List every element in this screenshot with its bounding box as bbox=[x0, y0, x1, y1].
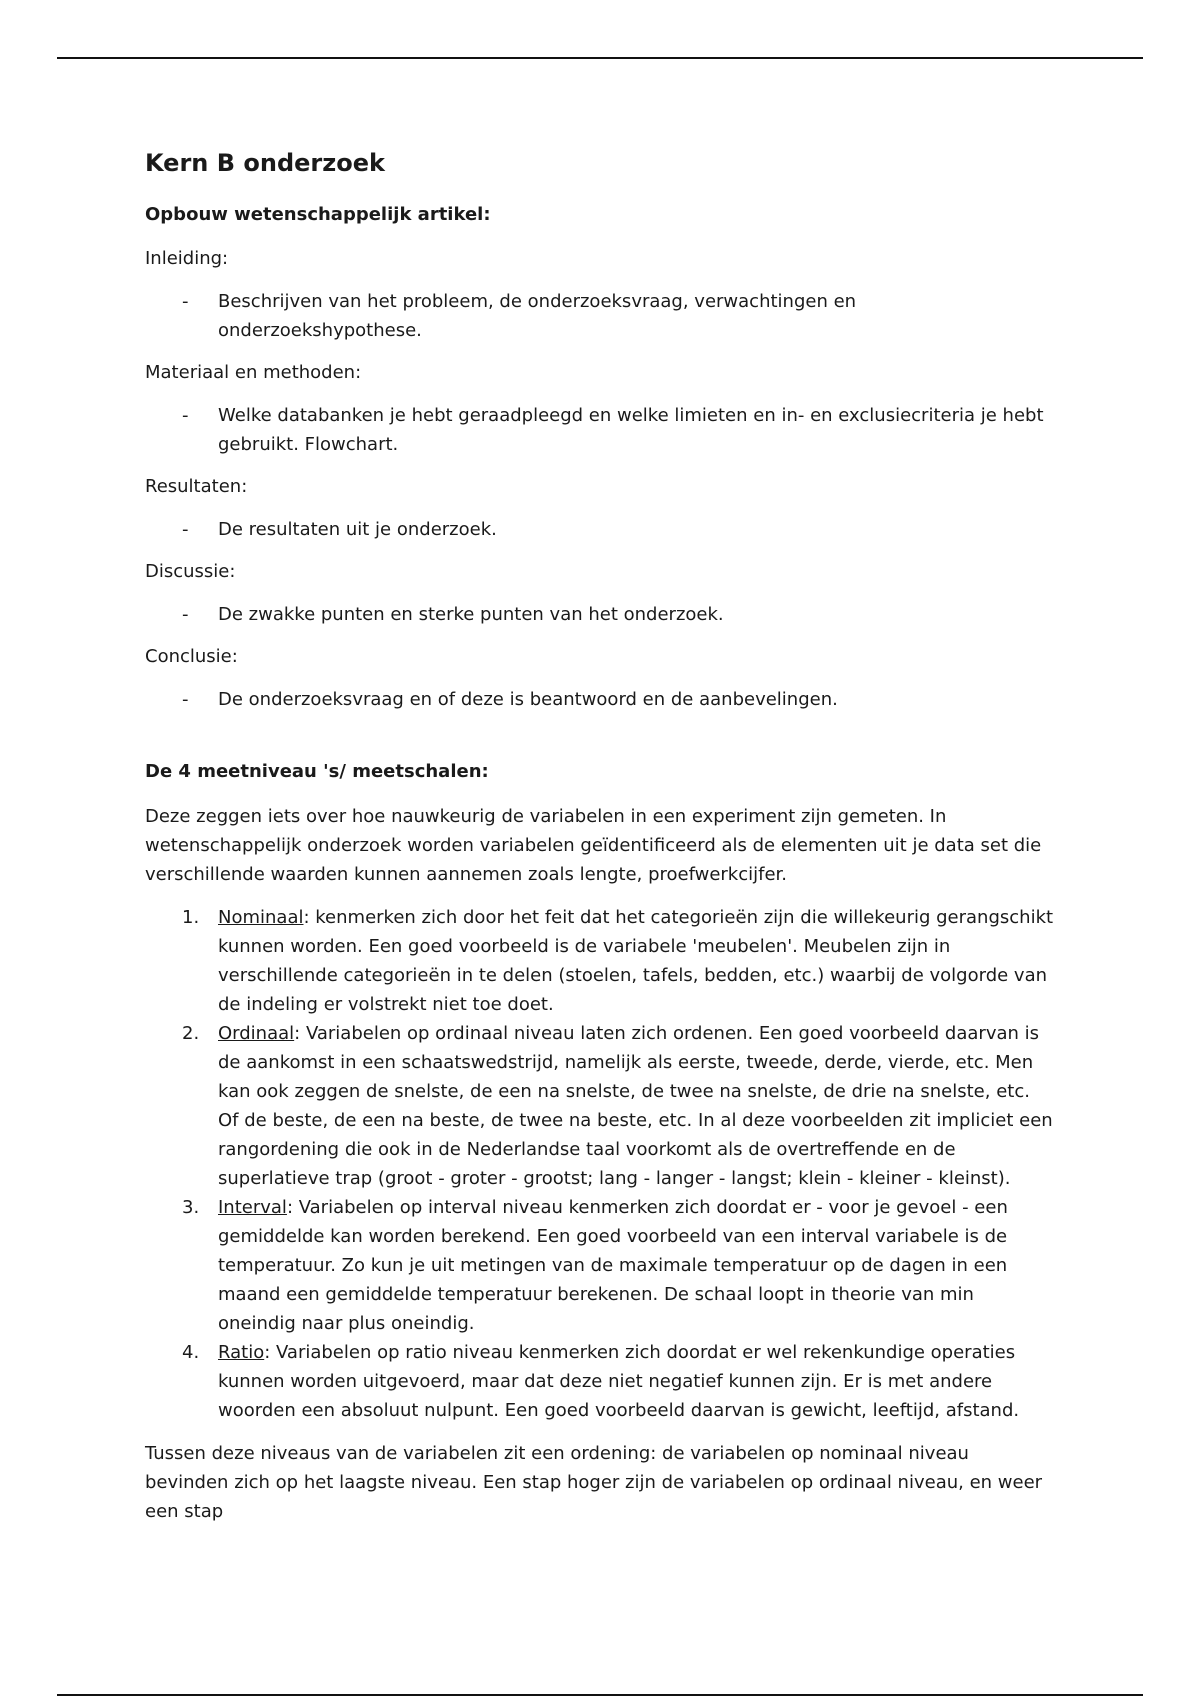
scales-outro: Tussen deze niveaus van de variabelen zit een ordening: de variabelen op nominaal niveau bevinden zich op het laagste niveau. Een stap hoger zijn de variabelen op ordinaal niveau, en weer een stap bbox=[145, 1443, 1043, 1522]
section-list-conclusie bbox=[145, 685, 1055, 714]
list-item: - De onderzoeksvraag en of deze is beantwoord en de aanbevelingen. bbox=[145, 685, 1055, 714]
header-rule bbox=[57, 57, 1143, 59]
list-item: - Welke databanken je hebt geraadpleegd en welke limieten en in- en exclusiecriteria je hebt gebruikt. Flowchart. bbox=[145, 401, 1055, 459]
scale-item-interval bbox=[145, 1193, 1055, 1338]
section-spacer bbox=[145, 728, 1055, 758]
scale-term: Interval bbox=[218, 1197, 287, 1218]
scale-text: : Variabelen op interval niveau kenmerken zich doordat er - voor je gevoel - een gemiddelde kan worden berekend. Een goed voorbeeld van een interval variabele is de temperatuur. Zo kun je uit metingen van de maximale temperatuur op de dagen in een maand een gemiddelde temperatuur berekenen. De schaal loopt in theorie van min oneindig naar plus oneindig. bbox=[218, 1197, 1008, 1334]
section-list-discussie bbox=[145, 600, 1055, 629]
document-title: Kern B onderzoek bbox=[145, 149, 385, 177]
list-item: - Beschrijven van het probleem, de onderzoeksvraag, verwachtingen en onderzoekshypothese. bbox=[145, 287, 1055, 345]
scales-intro: Deze zeggen iets over hoe nauwkeurig de variabelen in een experiment zijn gemeten. In wetenschappelijk onderzoek worden variabelen geïdentificeerd als de elementen uit je data set die verschillende waarden kunnen aannemen zoals lengte, proefwerkcijfer. bbox=[145, 806, 1042, 885]
section-label-conclusie: Conclusie: bbox=[145, 646, 238, 667]
document-page bbox=[145, 145, 1055, 1540]
scale-text: : kenmerken zich door het feit dat het categorieën zijn die willekeurig gerangschikt kunnen worden. Een goed voorbeeld is de variabele 'meubelen'. Meubelen zijn in verschillende categorieën in te delen (stoelen, tafels, bedden, etc.) waarbij de volgorde van de indeling er volstrekt niet toe doet. bbox=[218, 907, 1054, 1015]
scale-term: Ordinaal bbox=[218, 1023, 295, 1044]
footer-rule bbox=[57, 1694, 1143, 1696]
list-item: - De resultaten uit je onderzoek. bbox=[145, 515, 1055, 544]
scale-term: Nominaal bbox=[218, 907, 304, 928]
section-label-discussie: Discussie: bbox=[145, 561, 236, 582]
section-list-methoden bbox=[145, 401, 1055, 459]
list-item: - De zwakke punten en sterke punten van het onderzoek. bbox=[145, 600, 1055, 629]
section-list-resultaten bbox=[145, 515, 1055, 544]
section-list-inleiding bbox=[145, 287, 1055, 345]
scale-number: 4. bbox=[182, 1342, 200, 1363]
scale-number: 1. bbox=[182, 907, 200, 928]
scale-item-ratio bbox=[145, 1338, 1055, 1425]
section-label-resultaten: Resultaten: bbox=[145, 476, 248, 497]
structure-heading: Opbouw wetenschappelijk artikel: bbox=[145, 204, 491, 225]
scale-term: Ratio bbox=[218, 1342, 265, 1363]
scale-text: : Variabelen op ratio niveau kenmerken zich doordat er wel rekenkundige operaties kunnen worden uitgevoerd, maar dat deze niet negatief kunnen zijn. Er is met andere woorden een absoluut nulpunt. Een goed voorbeeld daarvan is gewicht, leeftijd, afstand. bbox=[218, 1342, 1020, 1421]
section-label-methoden: Materiaal en methoden: bbox=[145, 362, 362, 383]
scale-text: : Variabelen op ordinaal niveau laten zich ordenen. Een goed voorbeeld daarvan is de aankomst in een schaatswedstrijd, namelijk als eerste, tweede, derde, vierde, etc. Men kan ook zeggen de snelste, de een na snelste, de twee na snelste, de drie na snelste, etc. Of de beste, de een na beste, de twee na beste, etc. In al deze voorbeelden zit impliciet een rangordening die ook in de Nederlandse taal voorkomt als de overtreffende en de superlatieve trap (groot - groter - grootst; lang - langer - langst; klein - kleiner - kleinst). bbox=[218, 1023, 1053, 1189]
section-label-inleiding: Inleiding: bbox=[145, 248, 229, 269]
scale-number: 3. bbox=[182, 1197, 200, 1218]
scale-item-nominaal bbox=[145, 903, 1055, 1019]
scales-heading: De 4 meetniveau 's/ meetschalen: bbox=[145, 761, 489, 782]
scale-item-ordinaal bbox=[145, 1019, 1055, 1193]
scale-number: 2. bbox=[182, 1023, 200, 1044]
scales-list bbox=[145, 903, 1055, 1425]
